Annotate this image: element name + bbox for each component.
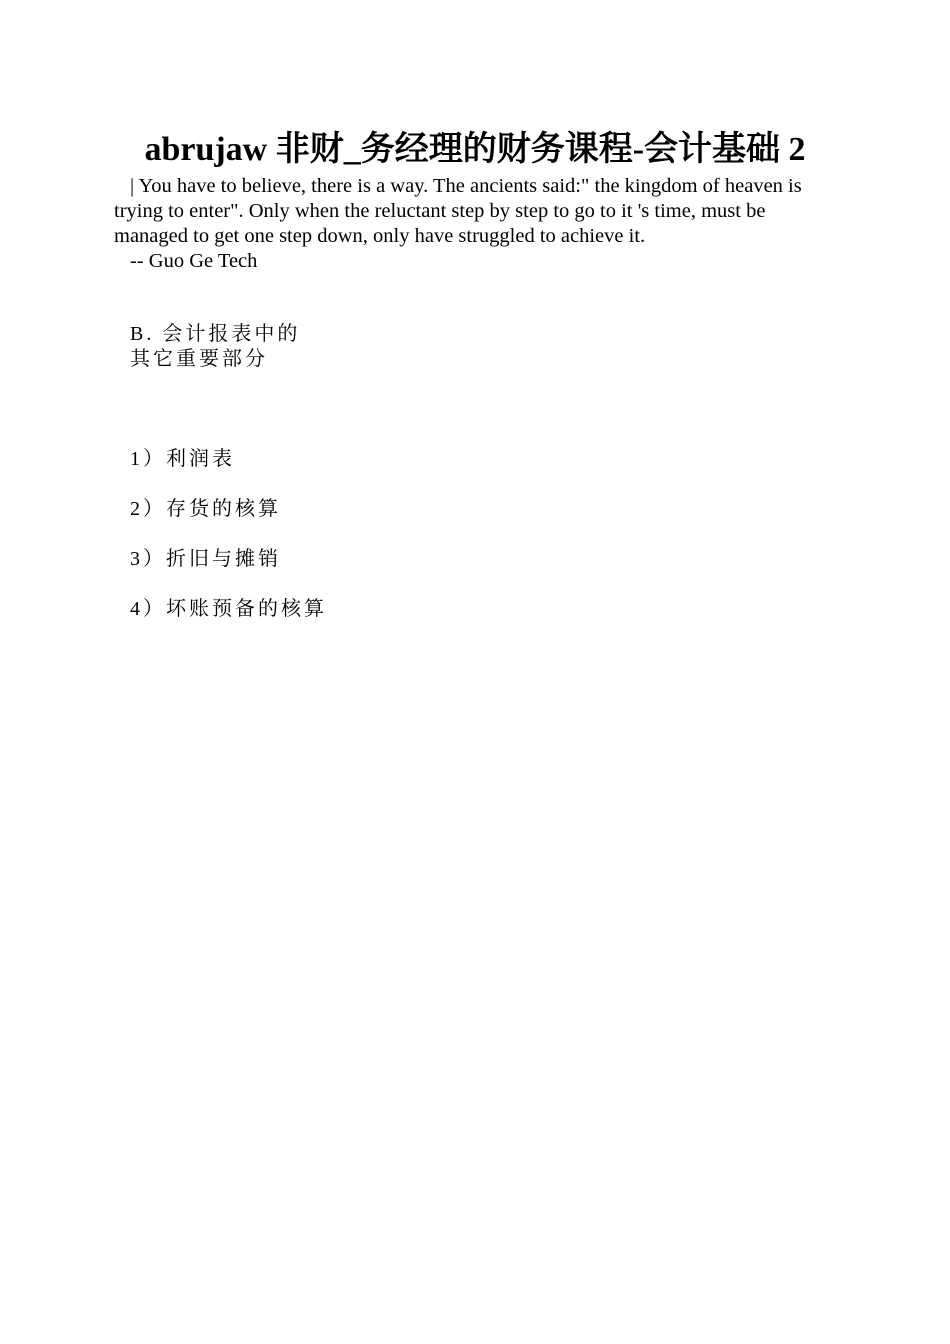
- list-item: 2）存货的核算: [130, 498, 281, 520]
- list-item: 4）坏账预备的核算: [130, 598, 327, 620]
- quote-paragraph: [114, 174, 842, 249]
- list-item: 3）折旧与摊销: [130, 548, 281, 570]
- topic-list: [130, 447, 327, 647]
- section-heading: [130, 322, 330, 372]
- section-heading-line-2: 其它重要部分: [130, 348, 268, 370]
- list-item: 1）利润表: [130, 448, 235, 470]
- document-title: abrujaw 非财_务经理的财务课程-会计基础 2: [144, 131, 806, 168]
- quote-author: -- Guo Ge Tech: [130, 250, 258, 272]
- quote-rest: heaven is trying to enter". Only when the reluctant step by step to go to it 's time, must be managed to get one step down, only have struggled to achieve it.: [114, 175, 802, 247]
- quote-first-line: | You have to believe, there is a way. The ancients said:" the kingdom of: [130, 175, 720, 197]
- section-heading-line-1: B. 会计报表中的: [130, 323, 301, 345]
